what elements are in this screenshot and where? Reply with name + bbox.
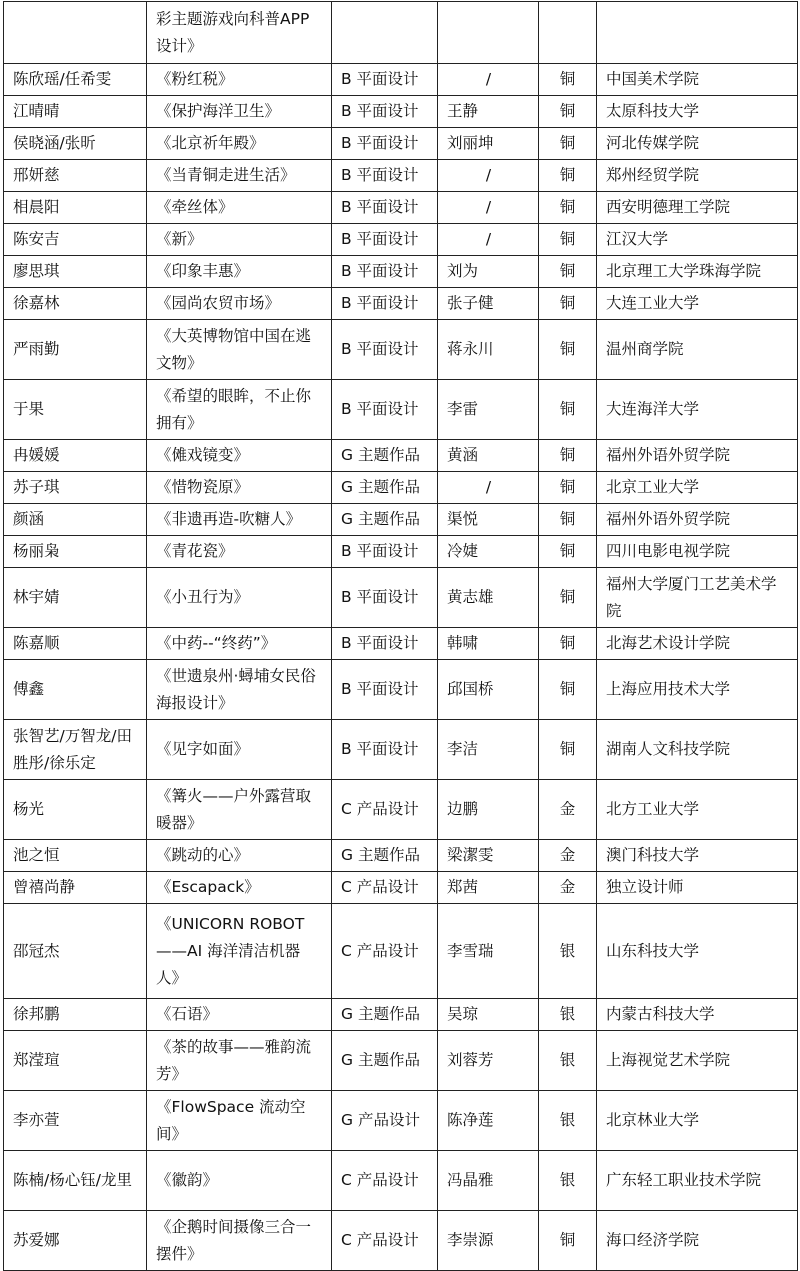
category-cell: B 平面设计 xyxy=(332,568,438,628)
award-cell: 铜 xyxy=(539,720,597,780)
advisor-cell: 郑茜 xyxy=(438,872,539,904)
winner-name-cell: 于果 xyxy=(4,380,147,440)
table-row xyxy=(4,440,798,472)
table-row xyxy=(4,64,798,96)
award-cell: 铜 xyxy=(539,224,597,256)
category-cell: G 主题作品 xyxy=(332,504,438,536)
table-row xyxy=(4,568,798,628)
advisor-cell: 陈净莲 xyxy=(438,1091,539,1151)
award-cell: 铜 xyxy=(539,1211,597,1271)
school-cell: 大连工业大学 xyxy=(597,288,798,320)
school-cell: 澳门科技大学 xyxy=(597,840,798,872)
winner-name-cell: 廖思琪 xyxy=(4,256,147,288)
award-cell: 金 xyxy=(539,872,597,904)
award-cell: 铜 xyxy=(539,288,597,320)
table-row xyxy=(4,628,798,660)
advisor-cell: 刘丽坤 xyxy=(438,128,539,160)
table-row xyxy=(4,288,798,320)
school-cell: 太原科技大学 xyxy=(597,96,798,128)
school-cell: 北京林业大学 xyxy=(597,1091,798,1151)
school-cell: 河北传媒学院 xyxy=(597,128,798,160)
award-cell: 金 xyxy=(539,840,597,872)
table-row xyxy=(4,1031,798,1091)
school-cell: 海口经济学院 xyxy=(597,1211,798,1271)
table-row xyxy=(4,660,798,720)
table-row xyxy=(4,380,798,440)
winner-name-cell: 相晨阳 xyxy=(4,192,147,224)
work-title-cell: 《希望的眼眸，不止你拥有》 xyxy=(147,380,332,440)
work-title-cell: 《园尚农贸市场》 xyxy=(147,288,332,320)
school-cell: 北海艺术设计学院 xyxy=(597,628,798,660)
winner-name-cell: 陈安吉 xyxy=(4,224,147,256)
school-cell: 广东轻工职业技术学院 xyxy=(597,1151,798,1211)
award-cell: 铜 xyxy=(539,628,597,660)
award-cell: 铜 xyxy=(539,256,597,288)
winner-name-cell: 池之恒 xyxy=(4,840,147,872)
award-cell xyxy=(539,2,597,64)
award-cell: 银 xyxy=(539,904,597,999)
school-cell: 北京理工大学珠海学院 xyxy=(597,256,798,288)
advisor-cell: / xyxy=(438,224,539,256)
category-cell: C 产品设计 xyxy=(332,1151,438,1211)
award-cell: 铜 xyxy=(539,536,597,568)
work-title-cell: 《FlowSpace 流动空间》 xyxy=(147,1091,332,1151)
table-row xyxy=(4,96,798,128)
work-title-cell: 《当青铜走进生活》 xyxy=(147,160,332,192)
category-cell: B 平面设计 xyxy=(332,380,438,440)
category-cell xyxy=(332,2,438,64)
category-cell: B 平面设计 xyxy=(332,224,438,256)
work-title-cell: 《企鹅时间摄像三合一摆件》 xyxy=(147,1211,332,1271)
award-cell: 铜 xyxy=(539,192,597,224)
category-cell: B 平面设计 xyxy=(332,192,438,224)
winner-name-cell xyxy=(4,2,147,64)
award-cell: 铜 xyxy=(539,568,597,628)
award-cell: 银 xyxy=(539,1031,597,1091)
winner-name-cell: 严雨勤 xyxy=(4,320,147,380)
winner-name-cell: 侯晓涵/张昕 xyxy=(4,128,147,160)
work-title-cell: 《小丑行为》 xyxy=(147,568,332,628)
category-cell: G 主题作品 xyxy=(332,472,438,504)
school-cell: 福州大学厦门工艺美术学院 xyxy=(597,568,798,628)
work-title-cell: 《印象丰惠》 xyxy=(147,256,332,288)
table-row xyxy=(4,256,798,288)
school-cell: 上海应用技术大学 xyxy=(597,660,798,720)
school-cell: 江汉大学 xyxy=(597,224,798,256)
award-cell: 铜 xyxy=(539,472,597,504)
award-cell: 铜 xyxy=(539,160,597,192)
winner-name-cell: 颜涵 xyxy=(4,504,147,536)
award-cell: 铜 xyxy=(539,660,597,720)
category-cell: B 平面设计 xyxy=(332,660,438,720)
award-cell: 银 xyxy=(539,1151,597,1211)
advisor-cell: 蒋永川 xyxy=(438,320,539,380)
school-cell: 四川电影电视学院 xyxy=(597,536,798,568)
advisor-cell: 邱国桥 xyxy=(438,660,539,720)
category-cell: C 产品设计 xyxy=(332,904,438,999)
school-cell: 独立设计师 xyxy=(597,872,798,904)
award-cell: 银 xyxy=(539,999,597,1031)
category-cell: G 主题作品 xyxy=(332,1031,438,1091)
advisor-cell: 刘蓉芳 xyxy=(438,1031,539,1091)
school-cell: 山东科技大学 xyxy=(597,904,798,999)
advisor-cell xyxy=(438,2,539,64)
category-cell: C 产品设计 xyxy=(332,872,438,904)
advisor-cell: 李雷 xyxy=(438,380,539,440)
work-title-cell: 《石语》 xyxy=(147,999,332,1031)
table-row xyxy=(4,224,798,256)
table-row xyxy=(4,128,798,160)
work-title-cell: 《傩戏镜变》 xyxy=(147,440,332,472)
table-row xyxy=(4,320,798,380)
table-row xyxy=(4,1091,798,1151)
category-cell: B 平面设计 xyxy=(332,256,438,288)
category-cell: B 平面设计 xyxy=(332,720,438,780)
award-cell: 铜 xyxy=(539,128,597,160)
work-title-cell: 《青花瓷》 xyxy=(147,536,332,568)
award-cell: 铜 xyxy=(539,504,597,536)
advisor-cell: 吴琼 xyxy=(438,999,539,1031)
work-title-cell: 《北京祈年殿》 xyxy=(147,128,332,160)
award-cell: 铜 xyxy=(539,64,597,96)
table-row xyxy=(4,192,798,224)
category-cell: C 产品设计 xyxy=(332,780,438,840)
advisor-cell: 梁潔雯 xyxy=(438,840,539,872)
work-title-cell: 彩主题游戏向科普APP 设计》 xyxy=(147,2,332,64)
work-title-cell: 《篝火——户外露营取暖器》 xyxy=(147,780,332,840)
winner-name-cell: 邵冠杰 xyxy=(4,904,147,999)
winner-name-cell: 李亦萱 xyxy=(4,1091,147,1151)
advisor-cell: 刘为 xyxy=(438,256,539,288)
award-cell: 铜 xyxy=(539,440,597,472)
category-cell: B 平面设计 xyxy=(332,288,438,320)
school-cell: 北方工业大学 xyxy=(597,780,798,840)
winner-name-cell: 陈嘉顺 xyxy=(4,628,147,660)
advisor-cell: 渠悦 xyxy=(438,504,539,536)
winner-name-cell: 杨丽枭 xyxy=(4,536,147,568)
work-title-cell: 《惜物瓷原》 xyxy=(147,472,332,504)
winner-name-cell: 傅鑫 xyxy=(4,660,147,720)
winner-name-cell: 陈欣瑶/任希雯 xyxy=(4,64,147,96)
school-cell: 中国美术学院 xyxy=(597,64,798,96)
table-row xyxy=(4,472,798,504)
school-cell: 湖南人文科技学院 xyxy=(597,720,798,780)
school-cell: 郑州经贸学院 xyxy=(597,160,798,192)
advisor-cell: / xyxy=(438,192,539,224)
category-cell: G 主题作品 xyxy=(332,440,438,472)
work-title-cell: 《非遗再造-吹糖人》 xyxy=(147,504,332,536)
category-cell: B 平面设计 xyxy=(332,536,438,568)
school-cell: 大连海洋大学 xyxy=(597,380,798,440)
advisor-cell: 王静 xyxy=(438,96,539,128)
winner-name-cell: 苏子琪 xyxy=(4,472,147,504)
table-row xyxy=(4,2,798,64)
table-row xyxy=(4,840,798,872)
table-row xyxy=(4,872,798,904)
school-cell: 温州商学院 xyxy=(597,320,798,380)
work-title-cell: 《见字如面》 xyxy=(147,720,332,780)
advisor-cell: / xyxy=(438,160,539,192)
category-cell: G 产品设计 xyxy=(332,1091,438,1151)
work-title-cell: 《新》 xyxy=(147,224,332,256)
award-cell: 金 xyxy=(539,780,597,840)
table-row xyxy=(4,536,798,568)
winner-name-cell: 苏爱娜 xyxy=(4,1211,147,1271)
awards-table-body xyxy=(4,2,798,1271)
advisor-cell: 李洁 xyxy=(438,720,539,780)
award-cell: 铜 xyxy=(539,380,597,440)
advisor-cell: / xyxy=(438,64,539,96)
table-row xyxy=(4,1211,798,1271)
school-cell: 北京工业大学 xyxy=(597,472,798,504)
winner-name-cell: 江晴晴 xyxy=(4,96,147,128)
advisor-cell: 边鹏 xyxy=(438,780,539,840)
advisor-cell: / xyxy=(438,472,539,504)
category-cell: G 主题作品 xyxy=(332,999,438,1031)
category-cell: B 平面设计 xyxy=(332,160,438,192)
advisor-cell: 李雪瑞 xyxy=(438,904,539,999)
award-cell: 铜 xyxy=(539,96,597,128)
work-title-cell: 《徽韵》 xyxy=(147,1151,332,1211)
school-cell: 福州外语外贸学院 xyxy=(597,504,798,536)
work-title-cell: 《跳动的心》 xyxy=(147,840,332,872)
table-row xyxy=(4,160,798,192)
category-cell: B 平面设计 xyxy=(332,96,438,128)
category-cell: B 平面设计 xyxy=(332,128,438,160)
school-cell: 上海视觉艺术学院 xyxy=(597,1031,798,1091)
table-row xyxy=(4,1151,798,1211)
advisor-cell: 李崇源 xyxy=(438,1211,539,1271)
work-title-cell: 《UNICORN ROBOT——AI 海洋清洁机器人》 xyxy=(147,904,332,999)
school-cell: 福州外语外贸学院 xyxy=(597,440,798,472)
category-cell: B 平面设计 xyxy=(332,64,438,96)
advisor-cell: 黄志雄 xyxy=(438,568,539,628)
winner-name-cell: 冉媛媛 xyxy=(4,440,147,472)
table-row xyxy=(4,904,798,999)
award-cell: 铜 xyxy=(539,320,597,380)
winner-name-cell: 徐邦鹏 xyxy=(4,999,147,1031)
advisor-cell: 韩啸 xyxy=(438,628,539,660)
winner-name-cell: 林宇婧 xyxy=(4,568,147,628)
category-cell: B 平面设计 xyxy=(332,628,438,660)
table-row xyxy=(4,720,798,780)
school-cell xyxy=(597,2,798,64)
school-cell: 内蒙古科技大学 xyxy=(597,999,798,1031)
work-title-cell: 《牵丝体》 xyxy=(147,192,332,224)
category-cell: B 平面设计 xyxy=(332,320,438,380)
winner-name-cell: 徐嘉林 xyxy=(4,288,147,320)
winner-name-cell: 曾禧尚静 xyxy=(4,872,147,904)
awards-table xyxy=(3,1,798,1271)
table-row xyxy=(4,999,798,1031)
advisor-cell: 张子健 xyxy=(438,288,539,320)
table-row xyxy=(4,504,798,536)
winner-name-cell: 杨光 xyxy=(4,780,147,840)
work-title-cell: 《Escapack》 xyxy=(147,872,332,904)
winner-name-cell: 邢妍慈 xyxy=(4,160,147,192)
work-title-cell: 《大英博物馆中国在逃文物》 xyxy=(147,320,332,380)
work-title-cell: 《保护海洋卫生》 xyxy=(147,96,332,128)
winner-name-cell: 郑滢瑄 xyxy=(4,1031,147,1091)
award-cell: 银 xyxy=(539,1091,597,1151)
advisor-cell: 冷婕 xyxy=(438,536,539,568)
advisor-cell: 黄涵 xyxy=(438,440,539,472)
school-cell: 西安明德理工学院 xyxy=(597,192,798,224)
winner-name-cell: 张智艺/万智龙/田胜彤/徐乐定 xyxy=(4,720,147,780)
work-title-cell: 《中药--“终药”》 xyxy=(147,628,332,660)
work-title-cell: 《粉红税》 xyxy=(147,64,332,96)
category-cell: G 主题作品 xyxy=(332,840,438,872)
table-row xyxy=(4,780,798,840)
work-title-cell: 《茶的故事——雅韵流芳》 xyxy=(147,1031,332,1091)
advisor-cell: 冯晶雅 xyxy=(438,1151,539,1211)
work-title-cell: 《世遗泉州·蟳埔女民俗海报设计》 xyxy=(147,660,332,720)
winner-name-cell: 陈楠/杨心钰/龙里 xyxy=(4,1151,147,1211)
category-cell: C 产品设计 xyxy=(332,1211,438,1271)
